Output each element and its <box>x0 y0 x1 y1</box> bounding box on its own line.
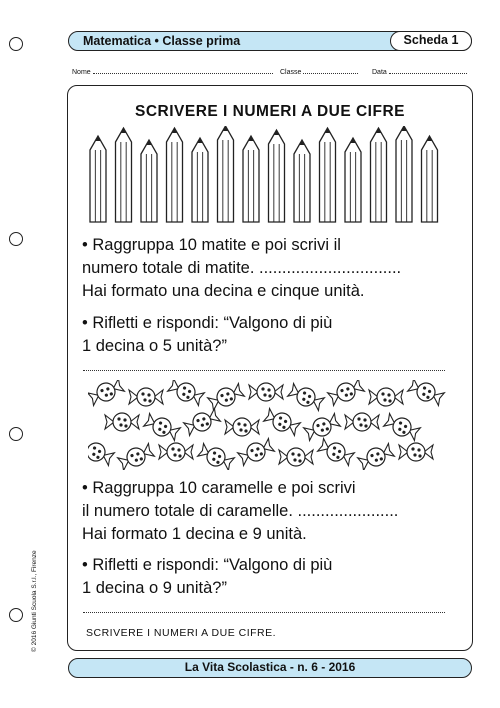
candy-icon <box>357 442 395 470</box>
candy-icon <box>143 412 181 443</box>
candy-icon <box>303 412 341 443</box>
worksheet-title: SCRIVERE I NUMERI A DUE CIFRE <box>135 103 405 120</box>
candy-icon <box>207 382 245 413</box>
pencil-icon <box>294 140 310 222</box>
footer-caption: SCRIVERE I NUMERI A DUE CIFRE. <box>86 627 277 639</box>
exercise2-line2: il numero totale di caramelle. ...................... <box>82 502 399 520</box>
scheda-badge: Scheda 1 <box>390 31 472 51</box>
exercise1-line2: numero totale di matite. ............................... <box>82 259 402 277</box>
subject-label: Matematica • Classe prima <box>83 34 241 48</box>
copyright-note: © 2016 Giunti Scuola S.r.l., Firenze <box>31 550 38 652</box>
candy-icon <box>369 388 403 406</box>
question1-line1: • Rifletti e rispondi: “Valgono di più <box>82 314 333 332</box>
candy-icon <box>159 443 193 461</box>
header-bar <box>68 31 472 51</box>
candy-icon <box>105 413 139 431</box>
date-label: Data <box>372 69 387 76</box>
pencil-icon <box>396 126 412 222</box>
candy-icon <box>345 413 379 431</box>
class-label: Classe <box>280 69 302 76</box>
punch-hole <box>9 232 23 246</box>
question2-line1: • Rifletti e rispondi: “Valgono di più <box>82 556 333 574</box>
pencil-icon <box>90 136 106 222</box>
pencil-icon <box>371 128 387 222</box>
candy-icon <box>167 380 205 407</box>
pencil-icon <box>218 126 234 222</box>
pencils-illustration <box>86 126 456 226</box>
pencil-icon <box>269 130 285 222</box>
candy-icon <box>225 418 259 436</box>
class-field[interactable] <box>280 67 358 76</box>
exercise2-line1: • Raggruppa 10 caramelle e poi scrivi <box>82 479 356 497</box>
candy-icon <box>237 437 275 468</box>
punch-hole <box>9 427 23 441</box>
candy-icon <box>129 388 163 406</box>
candy-icon <box>279 448 313 466</box>
candy-icon <box>183 407 221 438</box>
candy-icon <box>117 442 155 470</box>
candy-icon <box>407 380 445 407</box>
exercise2-line3: Hai formato 1 decina e 9 unità. <box>82 525 307 543</box>
journal-footer: La Vita Scolastica - n. 6 - 2016 <box>68 658 472 678</box>
answer-line-2[interactable] <box>83 612 445 613</box>
pencil-icon <box>141 140 157 222</box>
pencil-icon <box>243 136 259 222</box>
punch-hole <box>9 608 23 622</box>
candy-icon <box>88 380 125 407</box>
date-field[interactable] <box>372 67 467 76</box>
exercise1-line3: Hai formato una decina e cinque unità. <box>82 282 365 300</box>
pencil-icon <box>320 128 336 222</box>
candy-icon <box>287 382 325 413</box>
pencil-icon <box>116 128 132 222</box>
candy-icon <box>327 380 365 407</box>
candy-icon <box>197 442 235 470</box>
candy-icon <box>383 412 421 443</box>
candy-icon <box>263 407 301 438</box>
pencil-icon <box>422 136 438 222</box>
candies-illustration <box>88 380 448 470</box>
candy-icon <box>317 437 355 468</box>
punch-hole <box>9 37 23 51</box>
answer-line-1[interactable] <box>83 370 445 371</box>
candy-icon <box>249 383 283 401</box>
candy-icon <box>88 437 115 468</box>
pencil-icon <box>167 128 183 222</box>
name-field[interactable] <box>72 67 273 76</box>
pencil-icon <box>192 138 208 222</box>
question1-line2: 1 decina o 5 unità?” <box>82 337 227 355</box>
candy-icon <box>399 443 433 461</box>
worksheet-frame <box>67 85 473 651</box>
question2-line2: 1 decina o 9 unità?” <box>82 579 227 597</box>
name-label: Nome <box>72 69 91 76</box>
pencil-icon <box>345 138 361 222</box>
exercise1-line1: • Raggruppa 10 matite e poi scrivi il <box>82 236 341 254</box>
